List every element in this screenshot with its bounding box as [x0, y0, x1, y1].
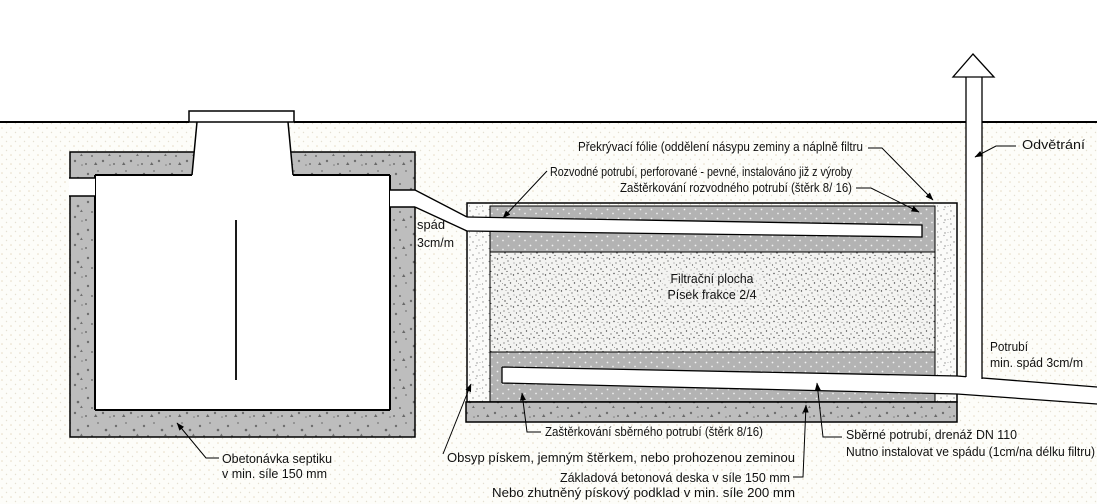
- access-shaft: [192, 122, 293, 175]
- label-cover-foil: Překrývací fólie (oddělení násypu zeminy a náplně filtru: [578, 140, 864, 154]
- label-slope-line1: spád: [417, 218, 446, 232]
- backfill-column-right: [935, 203, 957, 402]
- label-gravel-collector: Zaštěrkování sběrného potrubí (štěrk 8/16): [545, 425, 763, 439]
- label-filter-area-line1: Filtrační plocha: [670, 272, 754, 286]
- base-slab: [466, 402, 957, 422]
- vent-pipe: [966, 77, 982, 380]
- label-collector-line1: Sběrné potrubí, drenáž DN 110: [846, 428, 1018, 442]
- label-slope-line2: 3cm/m: [417, 236, 454, 250]
- outlet-opening: [390, 190, 415, 207]
- label-vent: Odvětrání: [1022, 138, 1086, 152]
- label-distribution-pipe: Rozvodné potrubí, perforované - pevné, instalováno již z výroby: [550, 165, 853, 179]
- label-filter-area-line2: Písek frakce 2/4: [667, 288, 757, 302]
- label-base-slab-line2: Nebo zhutněný pískový podklad v min. síle 200 mm: [492, 486, 795, 500]
- septic-tank: [69, 111, 415, 437]
- label-base-slab-line1: Základová betonová deska v síle 150 mm: [560, 471, 790, 485]
- vent-cap: [953, 54, 994, 77]
- label-gravel-distribution: Zaštěrkování rozvodného potrubí (štěrk 8/ 16): [620, 181, 852, 195]
- label-septic-encasement-line2: v min. síle 150 mm: [222, 467, 327, 481]
- tank-interior: [95, 175, 390, 410]
- label-collector-line2: Nutno instalovat ve spádu (1cm/na délku filtru): [846, 445, 1095, 459]
- access-lid: [189, 111, 294, 122]
- label-septic-encasement-line1: Obetonávka septiku: [222, 452, 333, 466]
- inlet-opening: [69, 178, 95, 196]
- label-outfall-line1: Potrubí: [990, 340, 1029, 354]
- label-outfall-line2: min. spád 3cm/m: [990, 356, 1083, 370]
- backfill-column-left: [467, 203, 490, 402]
- label-backfill: Obsyp pískem, jemným štěrkem, nebo prohozenou zeminou: [447, 451, 796, 465]
